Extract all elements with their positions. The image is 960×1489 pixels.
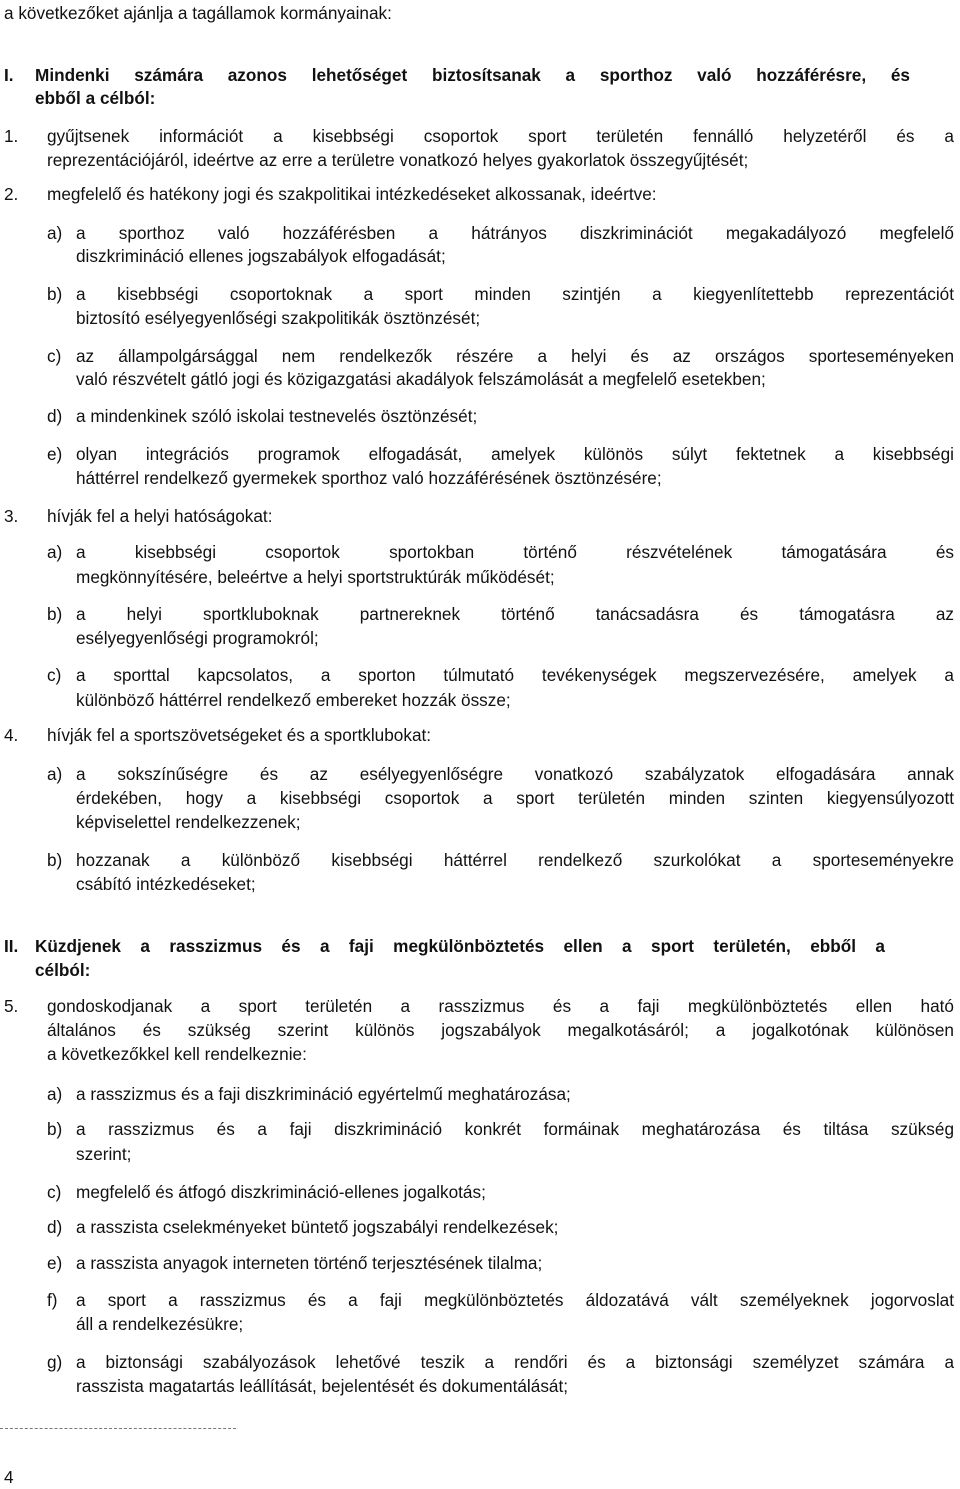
item-4a-line2: érdekében, hogy a kisebbségi csoportok a sport területén minden szinten kiegyensúlyozott: [76, 788, 954, 808]
item-1-line1: gyűjtsenek információt a kisebbségi csoportok sport területén fennálló helyzetéről és a: [47, 126, 954, 146]
item-5a-label: a): [47, 1084, 63, 1104]
item-4b-line1: hozzanak a különböző kisebbségi háttérrel rendelkező szurkolókat a sporteseményekre: [76, 850, 954, 870]
footer-divider: [0, 1428, 236, 1429]
item-5g-label: g): [47, 1352, 63, 1372]
item-4b-label: b): [47, 850, 63, 870]
item-3a-line2: megkönnyítésére, beleértve a helyi sportstruktúrák működését;: [76, 567, 555, 587]
item-4b-line2: csábító intézkedéseket;: [76, 874, 256, 894]
item-5g-line2: rasszista magatartás leállítását, bejelentését és dokumentálását;: [76, 1376, 569, 1396]
item-2e-line2: háttérrel rendelkező gyermekek sporthoz való hozzáférésének ösztönzésére;: [76, 468, 662, 488]
item-5d-line1: a rasszista cselekményeket büntető jogszabályi rendelkezések;: [76, 1217, 559, 1237]
section-1-number: I.: [4, 65, 14, 85]
intro-text: a következőket ajánlja a tagállamok kormányainak:: [4, 3, 392, 23]
item-2c-line2: való részvételt gátló jogi és közigazgatási akadályok felszámolását a megfelelő esetekben;: [76, 369, 766, 389]
item-2-line1: megfelelő és hatékony jogi és szakpolitikai intézkedéseket alkossanak, ideértve:: [47, 184, 657, 204]
page-number: 4: [4, 1467, 14, 1487]
item-2a-line1: a sporthoz való hozzáférésben a hátrányos diszkriminációt megakadályozó megfelelő: [76, 223, 954, 243]
item-3c-line2: különböző háttérrel rendelkező embereket hozzák össze;: [76, 690, 511, 710]
item-5b-label: b): [47, 1119, 63, 1139]
item-3b-label: b): [47, 604, 63, 624]
item-2d-line1: a mindenkinek szóló iskolai testnevelés ösztönzését;: [76, 406, 478, 426]
item-3b-line1: a helyi sportkluboknak partnereknek történő tanácsadásra és támogatásra az: [76, 604, 954, 624]
item-4a-label: a): [47, 764, 63, 784]
item-2d-label: d): [47, 406, 63, 426]
item-1-line2: reprezentációjáról, ideértve az erre a területre vonatkozó helyes gyakorlatok összegyűjtését;: [47, 150, 749, 170]
item-4-number: 4.: [4, 725, 19, 745]
item-5a-line1: a rasszizmus és a faji diszkrimináció egyértelmű meghatározása;: [76, 1084, 571, 1104]
item-2e-label: e): [47, 444, 63, 464]
item-2c-line1: az állampolgársággal nem rendelkezők részére a helyi és az országos sporteseményeken: [76, 346, 954, 366]
item-2b-line2: biztosító esélyegyenlőségi szakpolitikák ösztönzését;: [76, 308, 481, 328]
section-2-heading-line2: célból:: [35, 960, 91, 980]
item-5b-line1: a rasszizmus és a faji diszkrimináció konkrét formáinak meghatározása és tiltása szükség: [76, 1119, 954, 1139]
item-5c-label: c): [47, 1182, 62, 1202]
item-5f-line2: áll a rendelkezésükre;: [76, 1314, 244, 1334]
item-5-line1: gondoskodjanak a sport területén a rasszizmus és a faji megkülönböztetés ellen ható: [47, 996, 954, 1016]
section-2-number: II.: [4, 936, 19, 956]
item-2c-label: c): [47, 346, 62, 366]
item-2b-label: b): [47, 284, 63, 304]
item-3-number: 3.: [4, 506, 19, 526]
item-5f-line1: a sport a rasszizmus és a faji megkülönböztetés áldozatává vált személyeknek jogorvoslat: [76, 1290, 954, 1310]
item-5e-line1: a rasszista anyagok interneten történő terjesztésének tilalma;: [76, 1253, 543, 1273]
item-3a-line1: a kisebbségi csoportok sportokban történő részvételének támogatására és: [76, 542, 954, 562]
item-5e-label: e): [47, 1253, 63, 1273]
item-5b-line2: szerint;: [76, 1144, 132, 1164]
item-4a-line1: a sokszínűségre és az esélyegyenlőségre vonatkozó szabályzatok elfogadására annak: [76, 764, 954, 784]
item-5-line3: a következőkkel kell rendelkeznie:: [47, 1044, 307, 1064]
section-1-heading-line2: ebből a célból:: [35, 88, 156, 108]
item-3a-label: a): [47, 542, 63, 562]
item-4a-line3: képviselettel rendelkezzenek;: [76, 812, 301, 832]
item-5f-label: f): [47, 1290, 58, 1310]
item-5-line2: általános és szükség szerint különös jogszabályok megalkotásáról; a jogalkotónak különösen: [47, 1020, 954, 1040]
item-2a-line2: diszkrimináció ellenes jogszabályok elfogadását;: [76, 246, 446, 266]
item-3c-label: c): [47, 665, 62, 685]
item-5d-label: d): [47, 1217, 63, 1237]
item-2e-line1: olyan integrációs programok elfogadását, amelyek különös súlyt fektetnek a kisebbségi: [76, 444, 954, 464]
item-3-line1: hívják fel a helyi hatóságokat:: [47, 506, 273, 526]
item-2a-label: a): [47, 223, 63, 243]
item-3b-line2: esélyegyenlőségi programokról;: [76, 628, 319, 648]
item-4-line1: hívják fel a sportszövetségeket és a sportklubokat:: [47, 725, 432, 745]
section-2-heading-line1: Küzdjenek a rasszizmus és a faji megkülönböztetés ellen a sport területén, ebből a: [35, 936, 885, 956]
item-5g-line1: a biztonsági szabályozások lehetővé teszik a rendőri és a biztonsági személyzet számára a: [76, 1352, 954, 1372]
item-5-number: 5.: [4, 996, 19, 1016]
item-2b-line1: a kisebbségi csoportoknak a sport minden szintjén a kiegyenlítettebb reprezentációt: [76, 284, 954, 304]
item-2-number: 2.: [4, 184, 19, 204]
section-1-heading-line1: Mindenki számára azonos lehetőséget biztosítsanak a sporthoz való hozzáférésre, és: [35, 65, 910, 85]
item-3c-line1: a sporttal kapcsolatos, a sporton túlmutató tevékenységek megszervezésére, amelyek a: [76, 665, 954, 685]
item-5c-line1: megfelelő és átfogó diszkrimináció-ellenes jogalkotás;: [76, 1182, 486, 1202]
item-1-number: 1.: [4, 126, 19, 146]
